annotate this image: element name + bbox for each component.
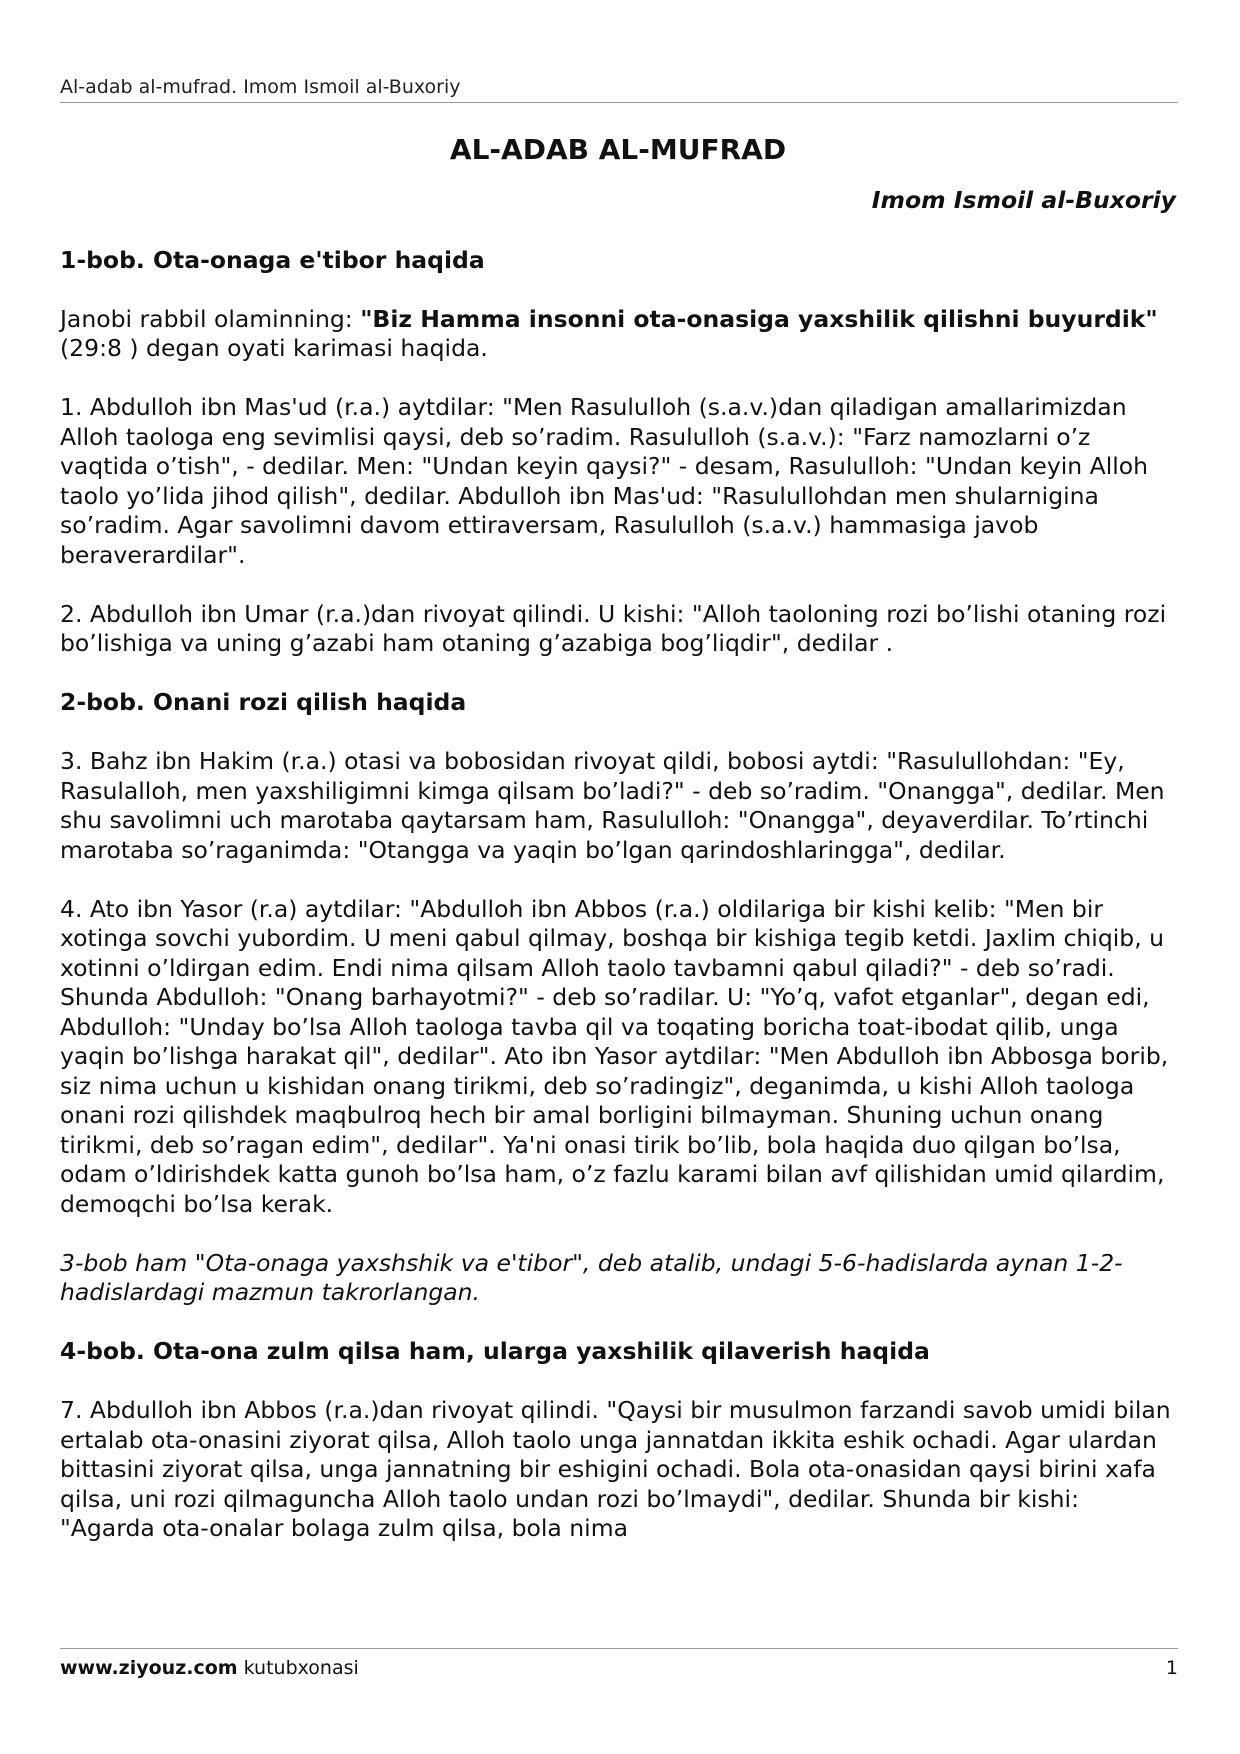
intro-text-after: (29:8 ) degan oyati karimasi haqida. xyxy=(60,334,488,362)
chapter-1-heading: 1-bob. Ota-onaga e'tibor haqida xyxy=(60,245,485,274)
intro-text-before: Janobi rabbil olaminning: xyxy=(60,304,361,333)
hadith-4: 4. Ato ibn Yasor (r.a) aytdilar: "Abdulloh ibn Abbos (r.a.) oldilariga bir kishi kelib: "Men bir xotinga sovchi yubordim. U meni qabul qilmay, boshqa bir kishiga tegib ketdi. Jaxlim chiqib, u xotinni o’ldirgan edim. Endi nima qilsam Alloh taolo tavbamni qabul qiladi?" - deb so’radi. Shunda Abdulloh: "Onang barhayotmi?" - deb so’radilar. U: "Yo’q, vafot etganlar", degan edi, Abdulloh: "Unday bo’lsa Alloh taologa tavba qil va toqating boricha toat-ibodat qilib, unga yaqin bo’lishga harakat qil", dedilar". Ato ibn Yasor aytdilar: "Men Abdulloh ibn Abbosga borib, siz nima uchun u kishidan onang tirikmi, deb so’radingiz", deganimda, u kishi Alloh taologa onani rozi qilishdek maqbulroq hech bir amal borligini bilmayman. Shuning uchun onang tirikmi, deb so’ragan edim", dedilar". Ya'ni onasi tirik bo’lib, bola haqida duo qilgan bo’lsa, odam o’ldirishdek katta gunoh bo’lsa ham, o’z fazlu karami bilan avf qilishidan umid qilardim, demoqchi bo’lsa kerak. xyxy=(60,894,1169,1218)
hadith-2: 2. Abdulloh ibn Umar (r.a.)dan rivoyat qilindi. U kishi: "Alloh taoloning rozi bo’lishi otaning rozi bo’lishiga va uning g’azabi ham otaning g’azabiga bog’liqdir", dedilar . xyxy=(60,599,1167,657)
chapter-4-heading: 4-bob. Ota-ona zulm qilsa ham, ularga yaxshilik qilaverish haqida xyxy=(60,1337,930,1365)
chapter-1-intro xyxy=(60,305,1176,364)
footer-site-link[interactable]: www.ziyouz.com xyxy=(60,1657,238,1679)
hadith-7: 7. Abdulloh ibn Abbos (r.a.)dan rivoyat qilindi. "Qaysi bir musulmon farzandi savob umidi bilan ertalab ota-onasini ziyorat qilsa, Alloh taolo unga jannatdan ikkita eshik ochadi. Agar ulardan bittasini ziyorat qilsa, unga jannatning bir eshigini ochadi. Bola ota-onasidan qaysi birini xafa qilsa, uni rozi qilmaguncha Alloh taolo undan rozi bo’lmaydi", dedilar. Shunda bir kishi: "Agarda ota-onalar bolaga zulm qilsa, bola nima xyxy=(60,1396,1171,1542)
document-author: Imom Ismoil al-Buxoriy xyxy=(871,186,1176,214)
page-number: 1 xyxy=(1165,1657,1178,1679)
document-title: AL-ADAB AL-MUFRAD xyxy=(449,133,787,166)
document-body xyxy=(60,124,1176,1573)
chapter-3-note: 3-bob ham "Ota-onaga yaxshshik va e'tibor", deb atalib, undagi 5-6-hadislarda aynan 1-2-hadislardagi mazmun takrorlangan. xyxy=(60,1248,1123,1306)
hadith-3: 3. Bahz ibn Hakim (r.a.) otasi va bobosidan rivoyat qildi, bobosi aytdi: "Rasulullohdan: "Ey, Rasulalloh, men yaxshiligimni kimga qilsam bo’ladi?" - deb so’radim. "Onangga", dedilar. Men shu savolimni uch marotaba qaytarsam ham, Rasululloh: "Onangga", deyaverdilar. To’rtinchi marotaba so’raganimda: "Otangga va yaqin bo’lgan qarindoshlaringga", dedilar. xyxy=(60,747,1165,864)
chapter-2-heading: 2-bob. Onani rozi qilish haqida xyxy=(60,688,467,716)
page-footer xyxy=(60,1648,1178,1679)
intro-quote: "Biz Hamma insonni ota-onasiga yaxshilik qilishni buyurdik" xyxy=(360,304,1158,333)
running-header: Al-adab al-mufrad. Imom Ismoil al-Buxoriy xyxy=(60,76,1178,103)
hadith-1: 1. Abdulloh ibn Mas'ud (r.a.) aytdilar: "Men Rasululloh (s.a.v.)dan qiladigan amallarimizdan Alloh taologa eng sevimlisi qaysi, deb so’radim. Rasululloh (s.a.v.): "Farz namozlarni o’z vaqtida o’tish", - dedilar. Men: "Undan keyin qaysi?" - desam, Rasululloh: "Undan keyin Alloh taolo yo’lida jihod qilish", dedilar. Abdulloh ibn Mas'ud: "Rasulullohdan men shularnigina so’radim. Agar savolimni davom ettiraversam, Rasululloh (s.a.v.) hammasiga javob beraverardilar". xyxy=(60,393,1149,569)
footer-label: kutubxonasi xyxy=(237,1657,359,1679)
